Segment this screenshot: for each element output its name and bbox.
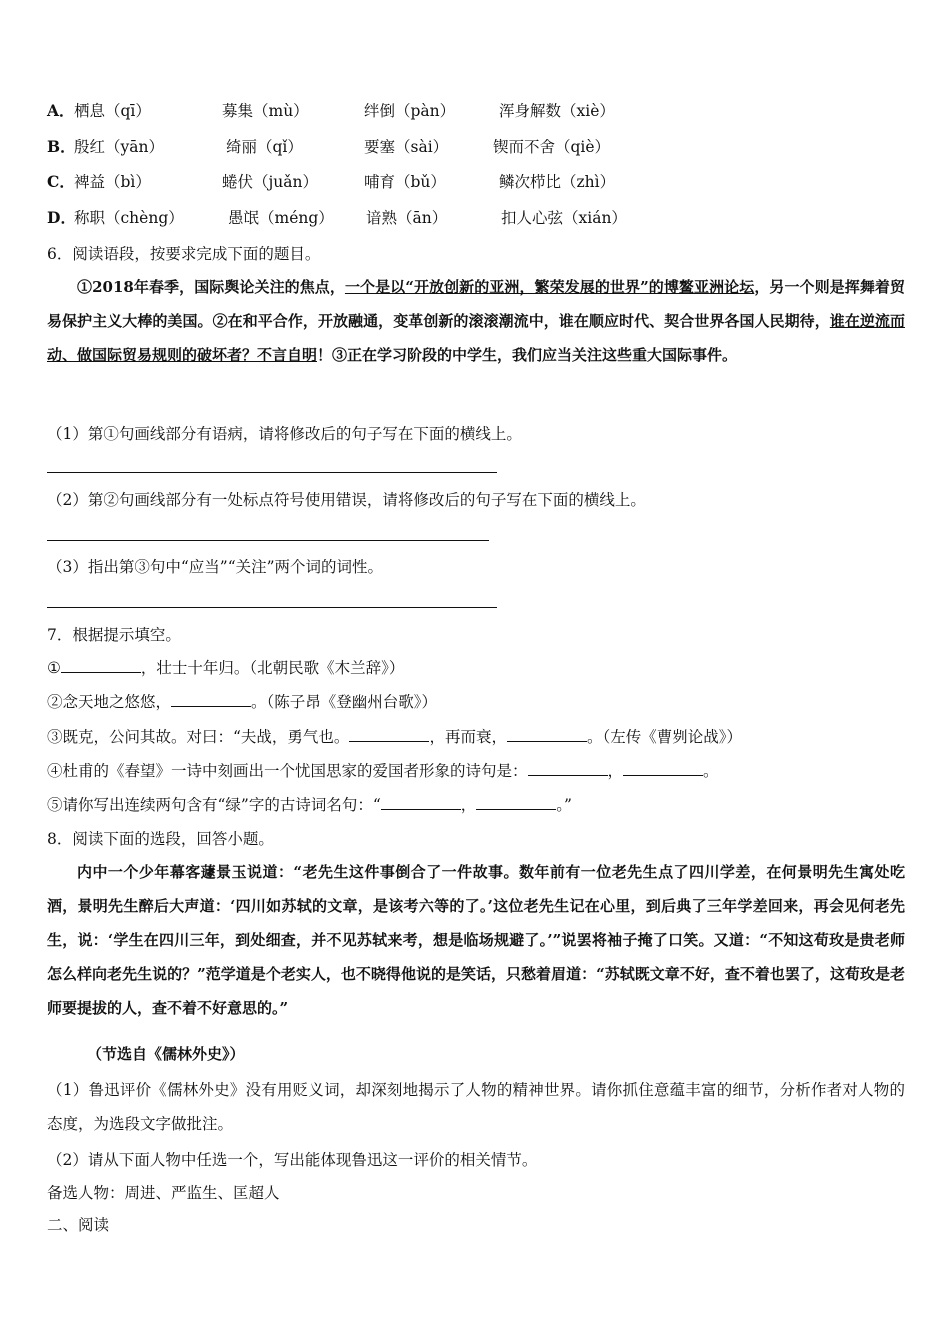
option-item: 浑身解数（xiè） bbox=[499, 102, 615, 120]
fill-text: ，再而衰， bbox=[429, 728, 507, 746]
fill-text: ， bbox=[460, 796, 477, 814]
underlined-sentence-1: 一个是以“开放创新的亚洲，繁荣发展的世界”的博鳌亚洲论坛 bbox=[344, 278, 755, 296]
fill-blank[interactable] bbox=[61, 658, 141, 673]
fill-text: 。（左传《曹刿论战》） bbox=[586, 728, 742, 746]
option-item: 哺育（bǔ） bbox=[364, 173, 446, 191]
fill-text: 。” bbox=[556, 796, 572, 814]
passage-text: ，另一个则是挥舞着贸易保护主义大棒的美国。②在和平合作，开放融通，变革创新的滚滚潮流中，谁在顺应时代、契合世界各国人民期待， bbox=[47, 278, 905, 330]
answer-line[interactable] bbox=[47, 472, 497, 473]
option-item: 募集（mù） bbox=[222, 102, 309, 120]
option-item: 殷红（yān） bbox=[74, 138, 164, 156]
option-item: 鳞次栉比（zhì） bbox=[499, 173, 616, 191]
fill-blank[interactable] bbox=[381, 795, 461, 810]
fill-blank[interactable] bbox=[528, 761, 608, 776]
fill-blank[interactable] bbox=[349, 727, 429, 742]
option-item: 要塞（sài） bbox=[364, 138, 449, 156]
option-item: 裨益（bì） bbox=[74, 173, 151, 191]
question-8-sub-1: （1）鲁迅评价《儒林外史》没有用贬义词，却深刻地揭示了人物的精神世界。请你抓住意蕴丰富的细节，分析作者对人物的态度，为选段文字做批注。 bbox=[47, 1081, 905, 1133]
fill-text: ⑤请你写出连续两句含有“绿”字的古诗词名句：“ bbox=[47, 796, 381, 814]
passage-text: ①2018年春季，国际舆论关注的焦点， bbox=[77, 278, 345, 296]
fill-text: ③既克，公问其故。对曰：“夫战，勇气也。 bbox=[47, 728, 350, 746]
question-7-title: 7．根据提示填空。 bbox=[47, 626, 181, 644]
fill-item-4 bbox=[47, 760, 719, 782]
fill-blank[interactable] bbox=[623, 761, 703, 776]
answer-line[interactable] bbox=[47, 540, 489, 541]
fill-text: ②念天地之悠悠， bbox=[47, 693, 172, 711]
option-letter: A． bbox=[47, 101, 75, 120]
option-item: 绊倒（pàn） bbox=[364, 102, 456, 120]
fill-blank[interactable] bbox=[476, 795, 556, 810]
question-8-passage: 内中一个少年幕客蘧景玉说道：“老先生这件事倒合了一件故事。数年前有一位老先生点了四川学差，在何景明先生寓处吃酒，景明先生醉后大声道：‘四川如苏轼的文章，是该考六等的了。’这位老先生记在心里，到后典了三年学差回来，再会见何老先生，说：‘学生在四川三年，到处细查，并不见苏轼来考，想是临场规避了。’”说罢将袖子掩了口笑。又道：“不知这荀玫是贵老师怎么样向老先生说的？”范学道是个老实人，也不晓得他说的是笑话，只愁着眉道：“苏轼既文章不好，查不着也罢了，这荀玫是老师要提拔的人，查不着不好意思的。” bbox=[47, 863, 905, 1017]
option-item: 蜷伏（juǎn） bbox=[222, 173, 319, 191]
fill-text: ， bbox=[607, 762, 624, 780]
question-6-sub-1: （1）第①句画线部分有语病，请将修改后的句子写在下面的横线上。 bbox=[47, 425, 522, 443]
question-6-sub-3: （3）指出第③句中“应当”“关注”两个词的词性。 bbox=[47, 558, 384, 576]
question-6-passage bbox=[47, 270, 905, 372]
option-item: 愚氓（méng） bbox=[228, 209, 334, 227]
passage-source: （节选自《儒林外史》） bbox=[87, 1045, 245, 1063]
option-letter: D． bbox=[47, 208, 76, 227]
fill-item-2 bbox=[47, 691, 437, 713]
answer-line[interactable] bbox=[47, 607, 497, 608]
passage-text: ！③正在学习阶段的中学生，我们应当关注这些重大国际事件。 bbox=[317, 346, 738, 364]
option-item: 谙熟（ān） bbox=[366, 209, 448, 227]
question-6-title: 6．阅读语段，按要求完成下面的题目。 bbox=[47, 245, 321, 263]
option-item: 栖息（qī） bbox=[74, 102, 151, 120]
option-item: 扣人心弦（xián） bbox=[501, 209, 627, 227]
fill-text: ，壮士十年归。（北朝民歌《木兰辞》） bbox=[140, 659, 405, 677]
question-8-title: 8．阅读下面的选段，回答小题。 bbox=[47, 830, 274, 848]
option-item: 称职（chèng） bbox=[74, 209, 184, 227]
candidate-characters: 备选人物：周进、严监生、匡超人 bbox=[47, 1184, 280, 1202]
option-letter: B． bbox=[47, 137, 76, 156]
option-letter: C． bbox=[47, 172, 75, 191]
option-item: 绮丽（qǐ） bbox=[226, 138, 303, 156]
fill-text: 。（陈子昂《登幽州台歌》） bbox=[251, 693, 438, 711]
section-heading: 二、阅读 bbox=[47, 1216, 110, 1234]
underlined-sentence-2: 谁在逆流而动、做国际贸易规则的破坏者？不言自明 bbox=[47, 312, 905, 364]
option-item: 锲而不舍（qiè） bbox=[493, 138, 611, 156]
fill-blank[interactable] bbox=[171, 692, 251, 707]
question-8-sub-2: （2）请从下面人物中任选一个，写出能体现鲁迅这一评价的相关情节。 bbox=[47, 1151, 538, 1169]
fill-text: ④杜甫的《春望》一诗中刻画出一个忧国思家的爱国者形象的诗句是： bbox=[47, 762, 528, 780]
fill-text: 。 bbox=[703, 762, 719, 780]
question-6-sub-2: （2）第②句画线部分有一处标点符号使用错误，请将修改后的句子写在下面的横线上。 bbox=[47, 491, 646, 509]
fill-item-1 bbox=[47, 657, 404, 679]
fill-item-3 bbox=[47, 726, 742, 748]
fill-item-5 bbox=[47, 794, 572, 816]
fill-blank[interactable] bbox=[507, 727, 587, 742]
fill-text: ① bbox=[47, 659, 61, 677]
